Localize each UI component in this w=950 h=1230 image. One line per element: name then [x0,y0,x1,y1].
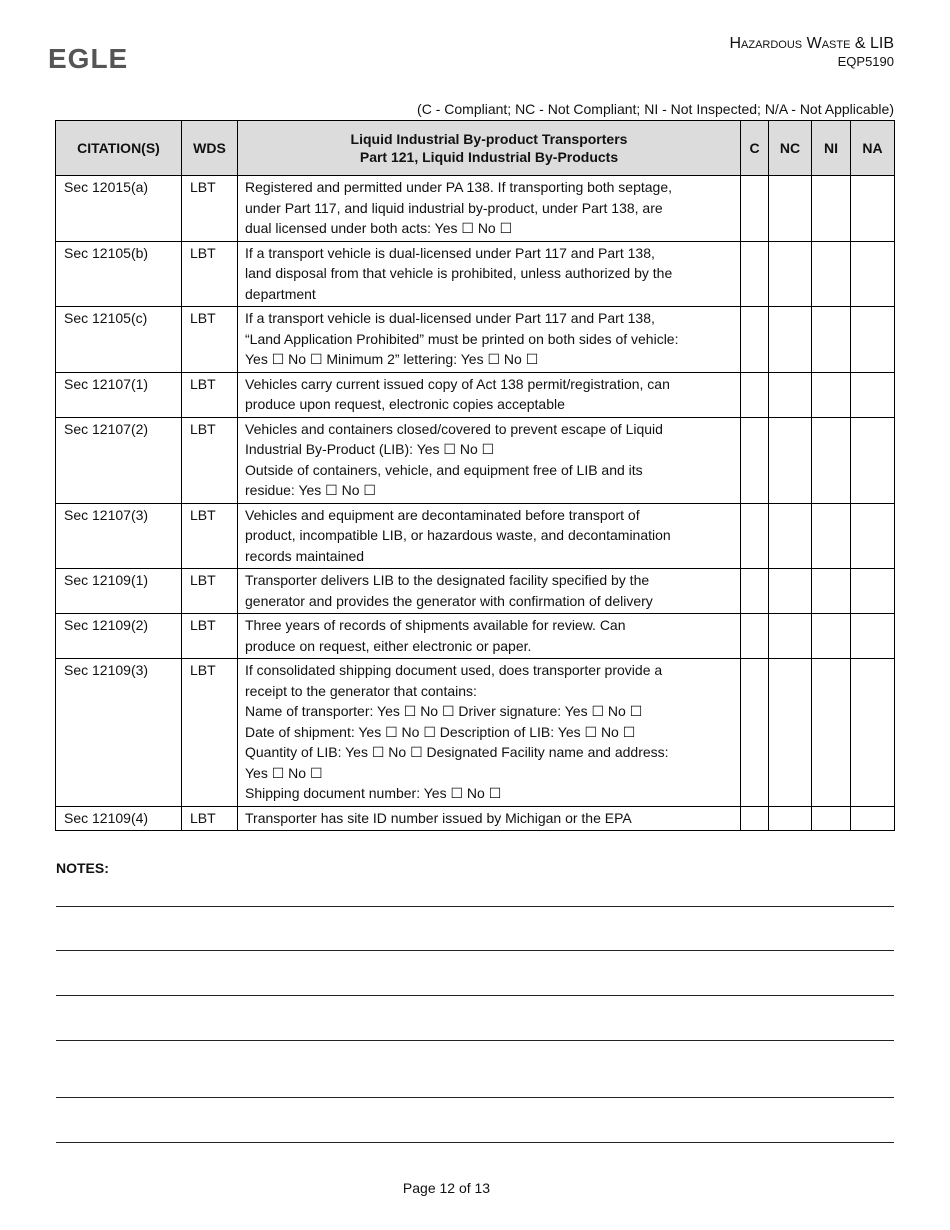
table-row [56,307,895,373]
table-body [56,176,895,831]
description-line: “Land Application Prohibited” must be printed on both sides of vehicle: [245,330,679,347]
description-line: under Part 117, and liquid industrial by-product, under Part 138, are [245,199,663,216]
header-description-line1: Liquid Industrial By-product Transporters [350,131,628,147]
description-cell [238,806,741,831]
status-c-cell[interactable] [741,241,769,307]
status-na-cell[interactable] [851,176,895,242]
description-line: Transporter has site ID number issued by Michigan or the EPA [245,809,632,826]
wds-cell: LBT [182,569,238,614]
citation-cell: Sec 12109(3) [56,659,182,807]
citation-cell: Sec 12107(2) [56,417,182,503]
citation-cell: Sec 12107(3) [56,503,182,569]
notes-line[interactable] [56,995,894,996]
status-na-cell[interactable] [851,503,895,569]
table-row [56,503,895,569]
table-row [56,659,895,807]
status-na-cell[interactable] [851,372,895,417]
status-c-cell[interactable] [741,417,769,503]
wds-cell: LBT [182,417,238,503]
status-na-cell[interactable] [851,659,895,807]
status-na-cell[interactable] [851,569,895,614]
status-nc-cell[interactable] [769,417,812,503]
status-c-cell[interactable] [741,806,769,831]
notes-line[interactable] [56,1142,894,1143]
status-na-cell[interactable] [851,417,895,503]
notes-line[interactable] [56,906,894,907]
description-line: Outside of containers, vehicle, and equipment free of LIB and its [245,461,643,478]
description-line: Shipping document number: Yes ☐ No ☐ [245,785,502,801]
citation-cell: Sec 12105(c) [56,307,182,373]
status-ni-cell[interactable] [812,503,851,569]
table-row [56,372,895,417]
description-line: Name of transporter: Yes ☐ No ☐ Driver signature: Yes ☐ No ☐ [245,703,643,719]
wds-cell: LBT [182,241,238,307]
description-line: product, incompatible LIB, or hazardous waste, and decontamination [245,527,671,543]
page-number: Page 12 of 13 [402,1180,491,1196]
description-line: Yes ☐ No ☐ Minimum 2” lettering: Yes ☐ No ☐ [245,351,539,367]
status-na-cell[interactable] [851,307,895,373]
header-description-line2: Part 121, Liquid Industrial By-Products [359,149,619,165]
status-ni-cell[interactable] [812,241,851,307]
header-nc: NC [769,121,812,176]
wds-cell: LBT [182,659,238,807]
status-c-cell[interactable] [741,176,769,242]
table-row [56,806,895,831]
wds-cell: LBT [182,614,238,659]
description-cell [238,241,741,307]
status-ni-cell[interactable] [812,372,851,417]
description-line: If a transport vehicle is dual-licensed under Part 117 and Part 138, [245,244,655,261]
status-c-cell[interactable] [741,659,769,807]
notes-label: NOTES: [56,860,109,876]
logo-text: EGLE [48,44,128,72]
wds-cell: LBT [182,372,238,417]
status-na-cell[interactable] [851,241,895,307]
description-line: Yes ☐ No ☐ [245,764,323,781]
description-line: records maintained [245,547,365,564]
status-ni-cell[interactable] [812,806,851,831]
description-line: Transporter delivers LIB to the designated facility specified by the [245,572,650,588]
wds-cell: LBT [182,503,238,569]
description-cell [238,417,741,503]
description-cell [238,307,741,373]
wds-cell: LBT [182,176,238,242]
description-cell [238,176,741,242]
citation-cell: Sec 12109(4) [56,806,182,831]
citation-cell: Sec 12015(a) [56,176,182,242]
description-line: receipt to the generator that contains: [245,682,477,699]
description-line: Vehicles carry current issued copy of Act 138 permit/registration, can [245,375,670,392]
description-line: dual licensed under both acts: Yes ☐ No ☐ [245,220,513,236]
wds-cell: LBT [182,307,238,373]
citation-cell: Sec 12109(1) [56,569,182,614]
table-row [56,176,895,242]
status-ni-cell[interactable] [812,569,851,614]
description-line: If consolidated shipping document used, does transporter provide a [245,662,663,678]
checklist-table [55,120,895,831]
description-line: produce upon request, electronic copies acceptable [245,396,565,412]
form-code: EQP5190 [837,54,894,69]
description-line: department [245,285,316,302]
table-row [56,241,895,307]
status-c-cell[interactable] [741,569,769,614]
header-c: C [741,121,769,176]
header-na: NA [851,121,895,176]
description-line: residue: Yes ☐ No ☐ [245,482,376,498]
status-nc-cell[interactable] [769,241,812,307]
status-nc-cell[interactable] [769,806,812,831]
description-line: Quantity of LIB: Yes ☐ No ☐ Designated Facility name and address: [245,744,669,760]
status-nc-cell[interactable] [769,176,812,242]
status-c-cell[interactable] [741,372,769,417]
description-line: land disposal from that vehicle is prohibited, unless authorized by the [245,265,673,281]
header-wds: WDS [182,121,238,176]
status-nc-cell[interactable] [769,307,812,373]
description-line: generator and provides the generator with confirmation of delivery [245,592,653,609]
status-c-cell[interactable] [741,503,769,569]
status-nc-cell[interactable] [769,503,812,569]
status-nc-cell[interactable] [769,372,812,417]
description-cell [238,659,741,807]
status-c-cell[interactable] [741,307,769,373]
table-row [56,614,895,659]
notes-line[interactable] [56,1097,894,1098]
document-header [729,34,894,70]
description-cell [238,569,741,614]
description-cell [238,503,741,569]
status-ni-cell[interactable] [812,417,851,503]
description-line: Date of shipment: Yes ☐ No ☐ Description of LIB: Yes ☐ No ☐ [245,723,636,740]
status-nc-cell[interactable] [769,614,812,659]
wds-cell: LBT [182,806,238,831]
notes-line[interactable] [56,1040,894,1041]
notes-line[interactable] [56,950,894,951]
status-nc-cell[interactable] [769,569,812,614]
header-citations: CITATION(S) [56,121,182,176]
header-ni: NI [812,121,851,176]
status-na-cell[interactable] [851,806,895,831]
table-header-row [56,121,895,176]
description-line: If a transport vehicle is dual-licensed under Part 117 and Part 138, [245,310,655,326]
citation-cell: Sec 12107(1) [56,372,182,417]
status-c-cell[interactable] [741,614,769,659]
status-nc-cell[interactable] [769,659,812,807]
status-ni-cell[interactable] [812,614,851,659]
compliance-legend: (C - Compliant; NC - Not Compliant; NI - Not Inspected; N/A - Not Applicable) [417,101,894,117]
description-line: Vehicles and equipment are decontaminated before transport of [245,506,640,523]
description-line: Vehicles and containers closed/covered to prevent escape of Liquid [245,420,663,437]
status-na-cell[interactable] [851,614,895,659]
header-title: Hazardous Waste & LIB [729,35,894,52]
description-line: Three years of records of shipments available for review. Can [245,617,626,633]
citation-cell: Sec 12109(2) [56,614,182,659]
status-ni-cell[interactable] [812,659,851,807]
description-line: produce on request, either electronic or paper. [245,637,532,654]
egle-logo [48,44,128,72]
description-line: Registered and permitted under PA 138. If transporting both septage, [245,179,673,195]
description-cell [238,614,741,659]
description-line: Industrial By-Product (LIB): Yes ☐ No ☐ [245,441,495,457]
table-row [56,569,895,614]
citation-cell: Sec 12105(b) [56,241,182,307]
status-ni-cell[interactable] [812,176,851,242]
table-row [56,417,895,503]
header-description [238,121,741,176]
status-ni-cell[interactable] [812,307,851,373]
description-cell [238,372,741,417]
